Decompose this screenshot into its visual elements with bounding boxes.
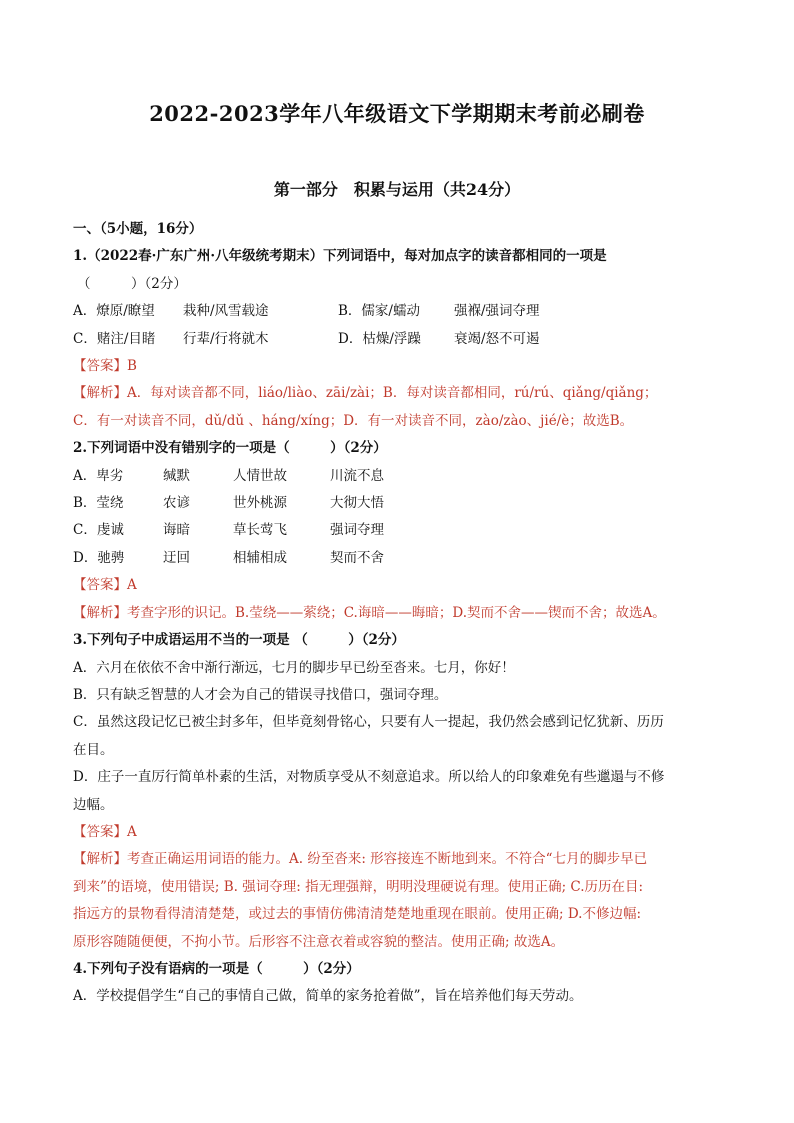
- q3-option-c-cont: 在目。: [73, 741, 114, 758]
- q1-score: （ ）（2分）: [77, 275, 187, 292]
- q3-option-d-cont: 边幅。: [73, 796, 114, 813]
- q1-options-row-1: [73, 298, 723, 325]
- q1-option-b-1: B．儒家/蠕动: [338, 303, 420, 320]
- analysis-tag: 【解析】: [73, 604, 127, 621]
- q2-word: 强词夺理: [330, 522, 384, 539]
- q2-word: 契而不舍: [330, 549, 384, 566]
- q1-option-a-2: 栽种/风雪载途: [183, 303, 269, 320]
- q2-option-row-a: [73, 463, 723, 490]
- q2-word: 相辅相成: [233, 549, 287, 566]
- q3-option-c: C．虽然这段记忆已被尘封多年，但毕竟刻骨铭心，只要有人一提起，我仍然会感到记忆犹新、历历: [73, 714, 664, 731]
- q2-word: 草长莺飞: [233, 522, 287, 539]
- q3-option-a: A．六月在依依不舍中渐行渐远，七月的脚步早已纷至沓来。七月，你好！: [73, 659, 515, 676]
- q2-option-row-d: [73, 545, 723, 572]
- q4-option-a: A．学校提倡学生“自己的事情自己做，简单的家务抢着做”，旨在培养他们每天劳动。: [73, 988, 583, 1005]
- q3-analysis-line-1: [73, 846, 723, 873]
- q1-analysis-line-1: [73, 380, 723, 407]
- q1-stem: 1.（2022春·广东广州·八年级统考期末）下列词语中，每对加点字的读音都相同的一项是: [73, 248, 607, 265]
- q1-option-a-1: A．燎原/瞭望: [73, 303, 155, 320]
- q1-option-d-2: 衰竭/怒不可遏: [454, 330, 540, 347]
- q3-analysis-line-3: 指远方的景物看得清清楚楚，或过去的事情仿佛清清楚楚地重现在眼前。使用正确; D.不修边幅:: [73, 906, 642, 923]
- section-heading: 一、（5小题，16分）: [73, 221, 203, 237]
- q2-analysis: [73, 600, 723, 627]
- q2-word: 川流不息: [330, 467, 384, 484]
- q3-answer: [73, 819, 723, 846]
- q2-stem: 2.下列词语中没有错别字的一项是（ ）（2分）: [73, 440, 387, 457]
- q2-word: B．莹绕: [73, 495, 124, 512]
- q2-word: D．驰骋: [73, 549, 125, 566]
- part-title: 第一部分 积累与运用（共24分）: [273, 180, 521, 199]
- exam-content: [73, 216, 723, 1011]
- answer-value: A: [127, 823, 137, 840]
- q1-answer: [73, 353, 723, 380]
- q2-word: 农谚: [163, 495, 190, 512]
- answer-tag: 【答案】: [73, 358, 127, 375]
- q2-answer: [73, 572, 723, 599]
- q2-word: 缄默: [163, 467, 190, 484]
- q3-option-d: D．庄子一直厉行简单朴素的生活，对物质享受从不刻意追求。所以给人的印象难免有些邋遢与不修: [73, 769, 665, 786]
- q2-word: 迂回: [163, 549, 190, 566]
- q1-option-d-1: D．枯燥/浮躁: [338, 330, 421, 347]
- q2-word: 大彻大悟: [330, 495, 384, 512]
- q1-option-c-2: 行辈/行将就木: [183, 330, 269, 347]
- analysis-tag: 【解析】: [73, 851, 127, 868]
- q2-option-row-c: [73, 517, 723, 544]
- q3-analysis-line-2: 到来”的语境，使用错误; B. 强词夺理: 指无理强辩，明明没理硬说有理。使用正确; C.历历在目:: [73, 878, 644, 895]
- q2-word: C．虔诚: [73, 522, 124, 539]
- q3-stem: 3.下列句子中成语运用不当的一项是 （ ）（2分）: [73, 632, 405, 649]
- answer-value: A: [127, 577, 137, 594]
- q1-options-row-2: [73, 326, 723, 353]
- q4-stem: 4.下列句子没有语病的一项是（ ）（2分）: [73, 960, 360, 977]
- q2-word: 世外桃源: [233, 495, 287, 512]
- answer-tag: 【答案】: [73, 577, 127, 594]
- q1-analysis-line-2: C．有一对读音不同，dǔ/dǔ 、háng/xíng；D．有一对读音不同，zào/zào、jié/è；故选B。: [73, 412, 634, 429]
- analysis-text: A．每对读音都不同，liáo/liào、zāi/zài；B．每对读音都相同，rú/rú、qiǎng/qiǎng；: [127, 385, 658, 402]
- q3-analysis-line-4: 原形容随随便便，不拘小节。后形容不注意衣着或容貌的整洁。使用正确; 故选A。: [73, 933, 565, 950]
- q2-word: 人情世故: [233, 467, 287, 484]
- page-title: 2022-2023学年八年级语文下学期期末考前必刷卷: [149, 101, 645, 126]
- q3-option-b: B．只有缺乏智慧的人才会为自己的错误寻找借口，强词夺理。: [73, 686, 448, 703]
- answer-tag: 【答案】: [73, 823, 127, 840]
- q2-word: 诲暗: [163, 522, 190, 539]
- answer-value: B: [127, 358, 137, 375]
- q1-option-c-1: C．赌注/目睹: [73, 330, 156, 347]
- q1-option-b-2: 强褓/强词夺理: [454, 303, 540, 320]
- analysis-text: 考查字形的识记。B.莹绕——萦绕；C.诲暗——晦暗；D.契而不舍——锲而不舍；故选A。: [127, 604, 666, 621]
- q2-word: A．卑劣: [73, 467, 124, 484]
- q2-option-row-b: [73, 490, 723, 517]
- analysis-text: 考查正确运用词语的能力。A. 纷至沓来: 形容接连不断地到来。不符合“七月的脚步早已: [127, 851, 648, 868]
- analysis-tag: 【解析】: [73, 385, 127, 402]
